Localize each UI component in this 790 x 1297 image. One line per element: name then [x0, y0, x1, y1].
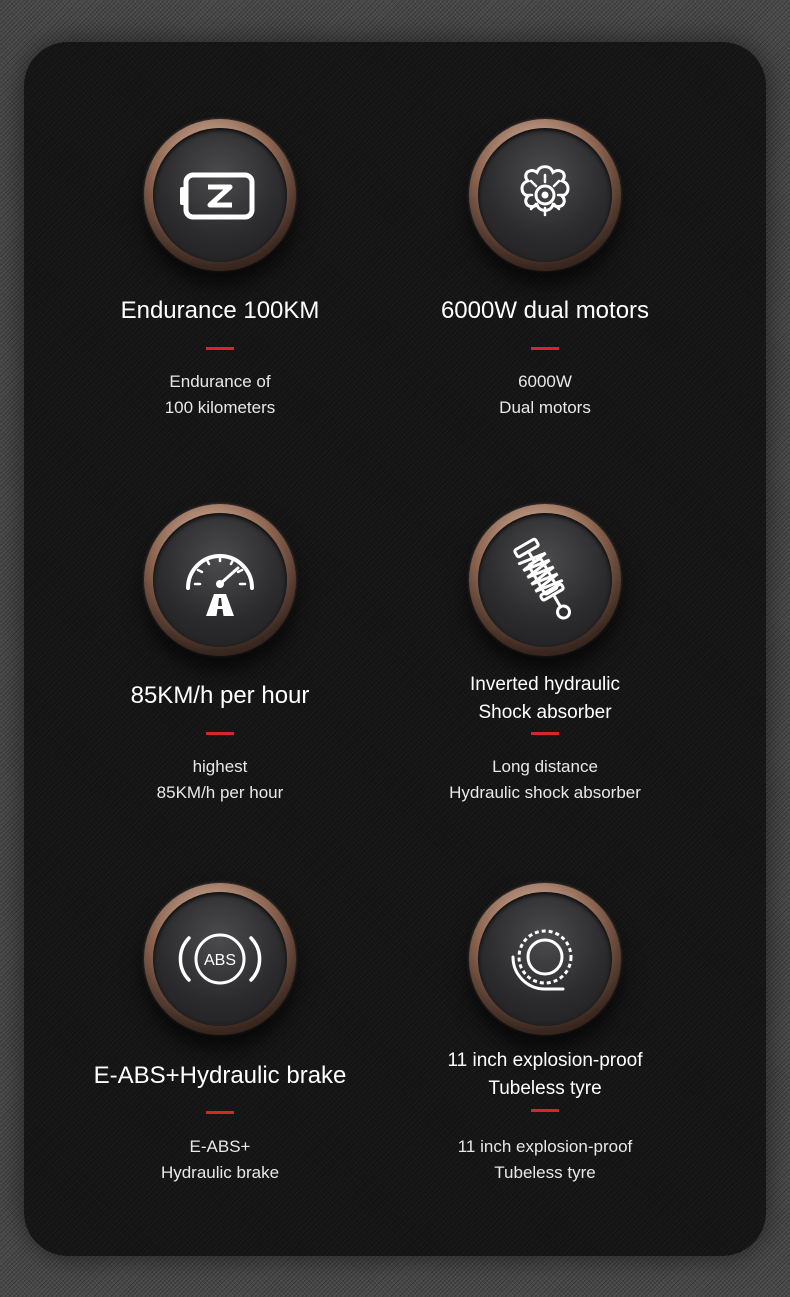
feature-description: 6000W Dual motors [499, 372, 591, 417]
motor-icon [505, 155, 585, 235]
svg-text:ABS: ABS [203, 952, 237, 969]
accent-rule [531, 347, 559, 350]
feature-description: highest 85KM/h per hour [156, 757, 284, 802]
feature-title: Endurance 100KM [120, 297, 320, 324]
accent-rule [206, 1111, 234, 1114]
feature-description: 11 inch explosion-proof Tubeless tyre [457, 1137, 633, 1182]
feature-title: E-ABS+Hydraulic brake [93, 1062, 347, 1089]
feature-title: 6000W dual motors [440, 297, 650, 324]
abs-icon [175, 924, 265, 994]
shock-absorber-icon [505, 535, 585, 625]
battery-icon [180, 165, 260, 225]
icon-badge [144, 119, 296, 271]
feature-description: Endurance of 100 kilometers [164, 372, 276, 417]
feature-title: 85KM/h per hour [130, 682, 310, 709]
feature-title: 11 inch explosion-proof Tubeless tyre [447, 1050, 643, 1099]
icon-badge [469, 883, 621, 1035]
accent-rule [206, 732, 234, 735]
icon-badge [144, 504, 296, 656]
accent-rule [531, 1109, 559, 1112]
feature-title: Inverted hydraulic Shock absorber [470, 674, 620, 723]
icon-badge [469, 504, 621, 656]
tyre-icon [505, 919, 585, 999]
icon-badge [469, 119, 621, 271]
accent-rule [206, 347, 234, 350]
feature-description: Long distance Hydraulic shock absorber [449, 757, 641, 802]
icon-badge [144, 883, 296, 1035]
feature-description: E-ABS+ Hydraulic brake [160, 1137, 280, 1182]
accent-rule [531, 732, 559, 735]
speedometer-icon [178, 542, 262, 618]
